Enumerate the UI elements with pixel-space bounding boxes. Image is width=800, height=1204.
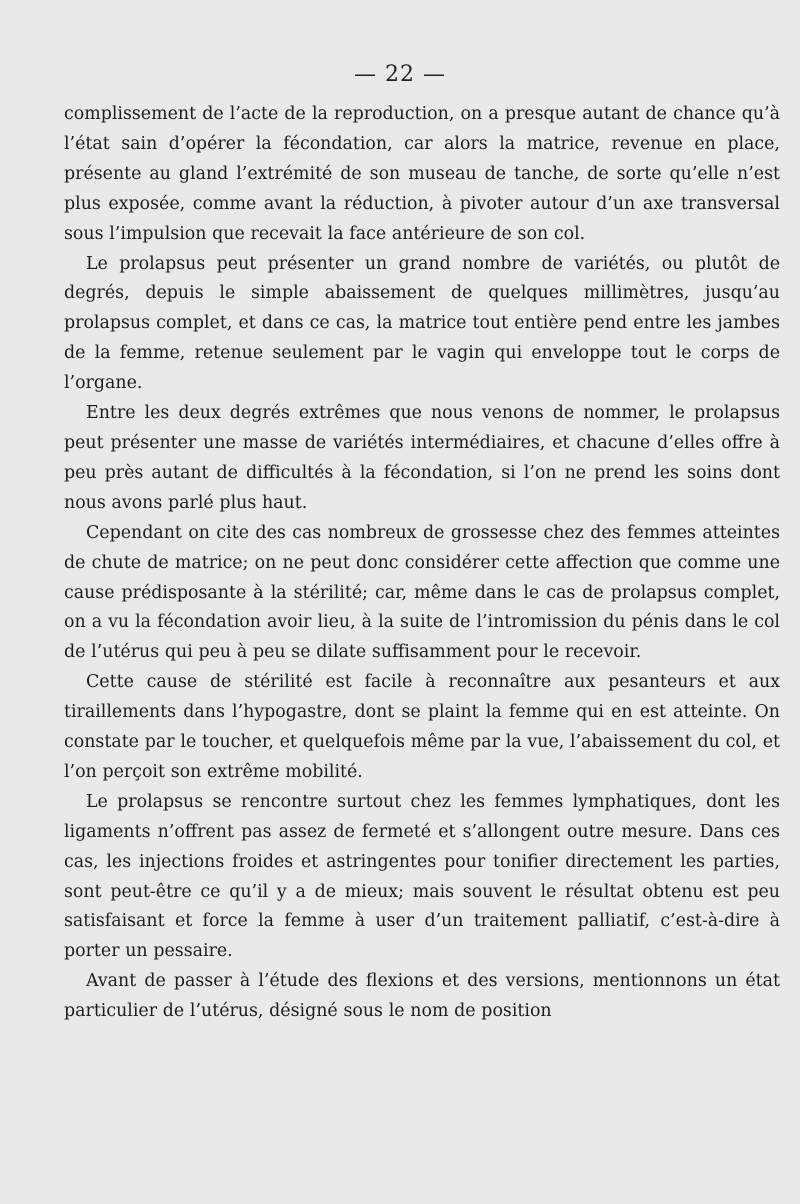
page-number-header: — 22 —: [354, 62, 446, 87]
paragraph: Cette cause de stérilité est facile à reconnaître aux pesanteurs et aux tiraillements dans l’hypogastre, dont se plaint la femme qui en est atteinte. On constate par le toucher, et quelquefois même par la vue, l’abaissement du col, et l’on perçoit son extrême mobilité.: [64, 672, 780, 782]
paragraph: Cependant on cite des cas nombreux de grossesse chez des femmes atteintes de chute de matrice; on ne peut donc considérer cette affection que comme une cause prédisposante à la stérilité; car, même dans le cas de prolapsus complet, on a vu la fécondation avoir lieu, à la suite de l’intromission du pénis dans le col de l’utérus qui peu à peu se dilate suffisamment pour le recevoir.: [64, 522, 780, 663]
body-text: [64, 100, 780, 1027]
paragraph: Entre les deux degrés extrêmes que nous venons de nommer, le prolapsus peut présenter une masse de variétés intermédiaires, et chacune d’elles offre à peu près autant de difficultés à la fécondation, si l’on ne prend les soins dont nous avons parlé plus haut.: [64, 403, 780, 513]
paragraph: complissement de l’acte de la reproduction, on a presque autant de chance qu’à l’état sain d’opérer la fécondation, car alors la matrice, revenue en place, présente au gland l’extrémité de son museau de tanche, de sorte qu’elle n’est plus exposée, comme avant la réduction, à pivoter autour d’un axe transversal sous l’impulsion que recevait la face antérieure de son col.: [64, 104, 780, 244]
paragraph: Le prolapsus peut présenter un grand nombre de variétés, ou plutôt de degrés, depuis le simple abaissement de quelques millimètres, jusqu’au prolapsus complet, et dans ce cas, la matrice tout entière pend entre les jambes de la femme, retenue seulement par le vagin qui enveloppe tout le corps de l’organe.: [64, 253, 780, 394]
paragraph: Avant de passer à l’étude des flexions et des versions, mentionnons un état particulier de l’utérus, désigné sous le nom de position: [64, 971, 780, 1022]
paragraph: Le prolapsus se rencontre surtout chez les femmes lymphatiques, dont les ligaments n’offrent pas assez de fermeté et s’allongent outre mesure. Dans ces cas, les injections froides et astringentes pour tonifier directement les parties, sont peut-être ce qu’il y a de mieux; mais souvent le résultat obtenu est peu satisfaisant et force la femme à user d’un traitement palliatif, c’est-à-dire à porter un pessaire.: [64, 791, 780, 962]
